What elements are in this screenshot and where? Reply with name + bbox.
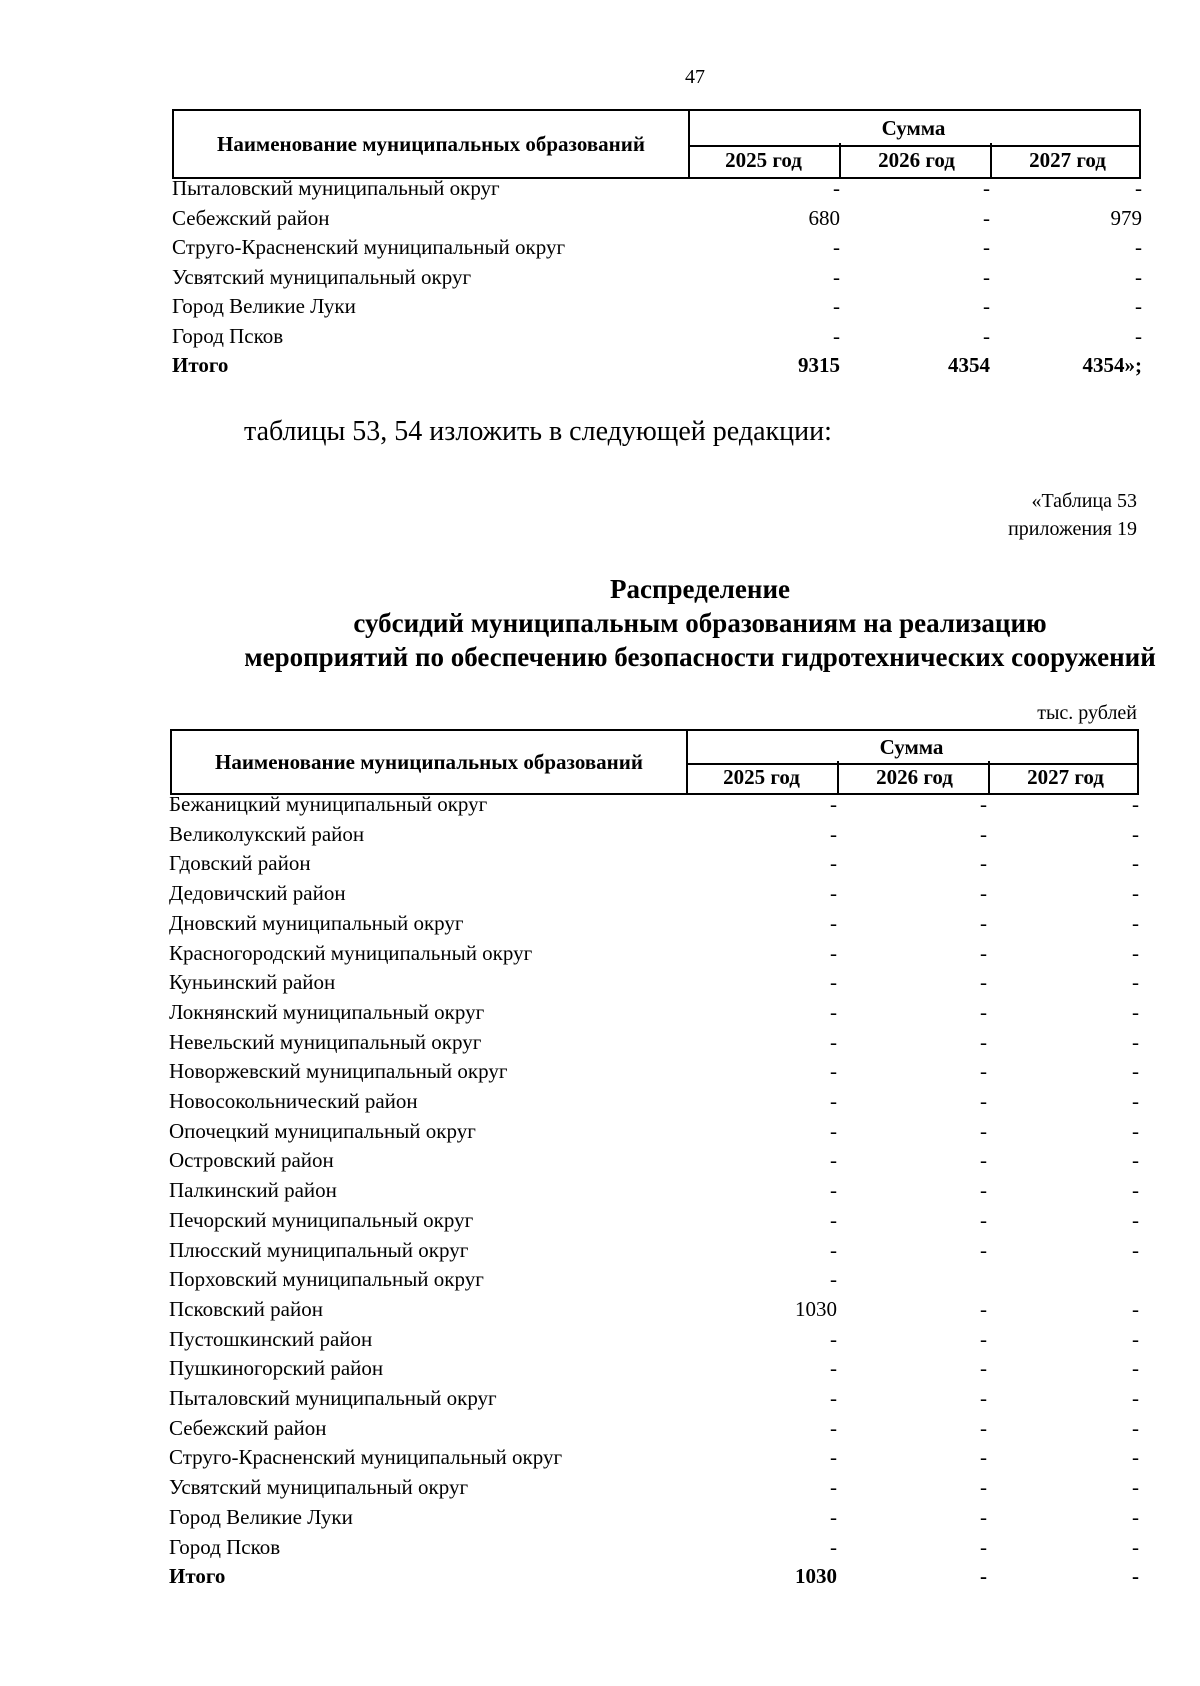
value-2026: -: [980, 1445, 987, 1470]
table-row: [169, 998, 1139, 1027]
caption-line-2: приложения 19: [1008, 518, 1137, 540]
value-2026: -: [983, 323, 990, 348]
row-name: Себежский район: [169, 1415, 327, 1440]
row-name: Итого: [169, 1564, 226, 1589]
value-2027: -: [1132, 1386, 1139, 1410]
value-2026: -: [980, 1029, 987, 1054]
value-2025: -: [830, 1326, 837, 1351]
row-name: Палкинский район: [169, 1178, 337, 1203]
table-row: [169, 939, 1139, 968]
row-name: Пыталовский муниципальный округ: [172, 176, 500, 200]
value-2027: -: [1135, 235, 1142, 259]
table-row: [169, 1473, 1139, 1502]
value-2026: -: [980, 940, 987, 965]
row-name: Порховский муниципальный округ: [169, 1267, 484, 1292]
value-2027: -: [1132, 1207, 1139, 1232]
row-name: Город Великие Луки: [169, 1504, 353, 1529]
value-2026: -: [980, 1415, 987, 1440]
value-2026: -: [983, 294, 990, 318]
value-2026: -: [980, 821, 987, 846]
value-2026: -: [980, 970, 987, 995]
table-row: [172, 292, 1142, 321]
row-name: Красногородский муниципальный округ: [169, 940, 533, 965]
value-2026: -: [983, 176, 990, 200]
value-2027: -: [1135, 294, 1142, 318]
table-row: [169, 1057, 1139, 1086]
value-2025: -: [833, 176, 840, 200]
value-2025: -: [830, 1059, 837, 1084]
row-name: Усвятский муниципальный округ: [172, 264, 472, 289]
value-2026: -: [980, 1148, 987, 1173]
row-name: Новосокольнический район: [169, 1089, 418, 1113]
table-row: [169, 1384, 1139, 1413]
value-2025: 1030: [795, 1564, 837, 1589]
value-2027: -: [1132, 821, 1139, 846]
table1-name-column-header: Наименование муниципальных образований: [174, 111, 690, 177]
value-2025: -: [830, 821, 837, 846]
value-2027: -: [1132, 1178, 1139, 1203]
table1-year-2025: 2025 год: [725, 148, 802, 172]
value-2027: -: [1132, 1029, 1139, 1054]
value-2027: -: [1132, 1415, 1139, 1440]
value-2027: -: [1132, 1118, 1139, 1143]
value-2027: -: [1132, 881, 1139, 906]
row-name: Город Псков: [172, 323, 284, 348]
value-2025: -: [830, 970, 837, 995]
value-2026: -: [983, 264, 990, 289]
intro-text: таблицы 53, 54 изложить в следующей редакции:: [244, 416, 832, 447]
value-2026: -: [980, 910, 987, 935]
value-2025: 9315: [798, 353, 840, 377]
value-2025: -: [830, 1207, 837, 1232]
table2-sum-header: Сумма: [686, 731, 1137, 765]
table-row: [169, 1354, 1139, 1383]
units-label: тыс. рублей: [1037, 702, 1137, 724]
table-row: [169, 1265, 1139, 1294]
value-2025: -: [830, 1267, 837, 1292]
value-2025: -: [830, 1415, 837, 1440]
table-row: [169, 1028, 1139, 1057]
table1-year-2026: 2026 год: [839, 143, 992, 177]
table-row: [169, 1533, 1139, 1562]
value-2027: -: [1132, 1326, 1139, 1351]
value-2026: -: [983, 205, 990, 230]
table-total-row: [172, 351, 1142, 380]
table-row: [169, 968, 1139, 997]
value-2026: -: [980, 1178, 987, 1203]
value-2027: -: [1132, 1296, 1139, 1321]
table-row: [169, 1325, 1139, 1354]
row-name: Великолукский район: [169, 821, 365, 846]
value-2025: -: [830, 1386, 837, 1410]
table1-sum-header: Сумма: [688, 111, 1139, 147]
value-2027: -: [1132, 1445, 1139, 1470]
value-2025: -: [830, 1118, 837, 1143]
value-2025: -: [830, 1475, 837, 1500]
value-2025: -: [833, 294, 840, 318]
value-2027: -: [1132, 792, 1139, 816]
row-name: Итого: [172, 353, 229, 377]
value-2027: -: [1132, 1475, 1139, 1500]
value-2027: -: [1132, 940, 1139, 965]
value-2027: -: [1132, 1534, 1139, 1559]
value-2025: -: [830, 792, 837, 816]
row-name: Себежский район: [172, 205, 330, 230]
value-2027: -: [1132, 1148, 1139, 1173]
row-name: Невельский муниципальный округ: [169, 1029, 482, 1054]
table2-name-column-header: Наименование муниципальных образований: [172, 731, 688, 793]
row-name: Пустошкинский район: [169, 1326, 373, 1351]
value-2026: -: [980, 1534, 987, 1559]
value-2025: -: [830, 1029, 837, 1054]
value-2027: -: [1132, 999, 1139, 1024]
value-2025: -: [830, 940, 837, 965]
value-2026: -: [980, 1386, 987, 1410]
table2-year-2027: 2027 год: [988, 761, 1141, 793]
table2-header: [170, 729, 1139, 795]
value-2026: -: [980, 1564, 987, 1589]
value-2027: -: [1132, 1504, 1139, 1529]
row-name: Гдовский район: [169, 851, 311, 876]
table-row: [169, 1443, 1139, 1472]
table-total-row: [169, 1562, 1139, 1591]
row-name: Островский район: [169, 1148, 334, 1173]
table-row: [169, 849, 1139, 878]
row-name: Локнянский муниципальный округ: [169, 999, 485, 1024]
value-2027: -: [1132, 1564, 1139, 1589]
row-name: Дновский муниципальный округ: [169, 910, 464, 935]
value-2025: -: [830, 1445, 837, 1470]
value-2027: -: [1135, 323, 1142, 348]
value-2026: -: [980, 1356, 987, 1381]
value-2027: 979: [1110, 205, 1142, 230]
row-name: Плюсский муниципальный округ: [169, 1237, 469, 1262]
table2-year-2026: 2026 год: [837, 761, 990, 793]
value-2027: -: [1132, 1237, 1139, 1262]
table-row: [172, 174, 1142, 203]
value-2027: 4354»;: [1082, 353, 1142, 377]
value-2026: -: [980, 1296, 987, 1321]
document-title: [130, 572, 1200, 674]
row-name: Струго-Красненский муниципальный округ: [172, 235, 566, 259]
value-2025: -: [830, 1534, 837, 1559]
table-row: [169, 1087, 1139, 1116]
value-2026: -: [980, 1089, 987, 1113]
value-2027: -: [1132, 1089, 1139, 1113]
row-name: Печорский муниципальный округ: [169, 1207, 474, 1232]
value-2026: 4354: [948, 353, 990, 377]
value-2026: -: [980, 881, 987, 906]
value-2026: -: [980, 1118, 987, 1143]
value-2027: -: [1132, 1356, 1139, 1381]
table1-header: [172, 109, 1141, 179]
value-2027: -: [1132, 910, 1139, 935]
value-2026: -: [980, 1059, 987, 1084]
value-2025: -: [833, 235, 840, 259]
value-2027: -: [1135, 176, 1142, 200]
value-2025: -: [830, 1089, 837, 1113]
table-row: [169, 790, 1139, 819]
table2-year-2025: 2025 год: [723, 765, 800, 789]
value-2026: -: [980, 1504, 987, 1529]
table-row: [169, 909, 1139, 938]
table-row: [169, 1503, 1139, 1532]
value-2026: -: [980, 1475, 987, 1500]
table1-year-2027: 2027 год: [990, 143, 1143, 177]
table-row: [169, 1236, 1139, 1265]
table-row: [169, 1414, 1139, 1443]
table-row: [172, 322, 1142, 351]
row-name: Псковский район: [169, 1296, 323, 1321]
value-2025: -: [833, 323, 840, 348]
value-2025: -: [830, 1356, 837, 1381]
table-row: [169, 879, 1139, 908]
value-2027: -: [1132, 970, 1139, 995]
table-row: [169, 1295, 1139, 1324]
row-name: Пыталовский муниципальный округ: [169, 1386, 497, 1410]
value-2025: -: [830, 1148, 837, 1173]
value-2026: -: [983, 235, 990, 259]
value-2025: -: [830, 910, 837, 935]
value-2026: -: [980, 1207, 987, 1232]
value-2025: -: [830, 1237, 837, 1262]
page-number: 47: [685, 66, 705, 88]
value-2027: -: [1135, 264, 1142, 289]
value-2027: -: [1132, 851, 1139, 876]
row-name: Новоржевский муниципальный округ: [169, 1059, 508, 1084]
value-2027: -: [1132, 1059, 1139, 1084]
row-name: Струго-Красненский муниципальный округ: [169, 1445, 563, 1470]
row-name: Куньинский район: [169, 970, 336, 995]
value-2025: -: [830, 999, 837, 1024]
value-2026: -: [980, 1237, 987, 1262]
row-name: Бежаницкий муниципальный округ: [169, 792, 488, 816]
table-row: [172, 263, 1142, 292]
value-2025: -: [833, 264, 840, 289]
table-row: [169, 1176, 1139, 1205]
value-2026: -: [980, 999, 987, 1024]
title-line-2: субсидий муниципальным образованиям на реализацию: [353, 608, 1047, 638]
table-row: [172, 233, 1142, 262]
row-name: Город Великие Луки: [172, 294, 356, 318]
value-2025: -: [830, 1178, 837, 1203]
value-2025: -: [830, 851, 837, 876]
value-2026: -: [980, 1326, 987, 1351]
row-name: Дедовичский район: [169, 881, 346, 906]
row-name: Опочецкий муниципальный округ: [169, 1118, 476, 1143]
table-row: [169, 1206, 1139, 1235]
row-name: Город Псков: [169, 1534, 281, 1559]
value-2025: -: [830, 881, 837, 906]
table-row: [172, 204, 1142, 233]
table-row: [169, 820, 1139, 849]
row-name: Усвятский муниципальный округ: [169, 1475, 469, 1500]
title-line-1: Распределение: [609, 574, 791, 604]
table-row: [169, 1117, 1139, 1146]
caption-line-1: «Таблица 53: [1031, 490, 1137, 512]
value-2025: 680: [808, 205, 840, 230]
value-2026: -: [980, 792, 987, 816]
value-2025: 1030: [795, 1296, 837, 1321]
value-2026: -: [980, 851, 987, 876]
table-row: [169, 1146, 1139, 1175]
table-caption: [1008, 487, 1137, 543]
title-line-3: мероприятий по обеспечению безопасности гидротехнических сооружений: [244, 642, 1156, 672]
value-2025: -: [830, 1504, 837, 1529]
row-name: Пушкиногорский район: [169, 1356, 384, 1381]
